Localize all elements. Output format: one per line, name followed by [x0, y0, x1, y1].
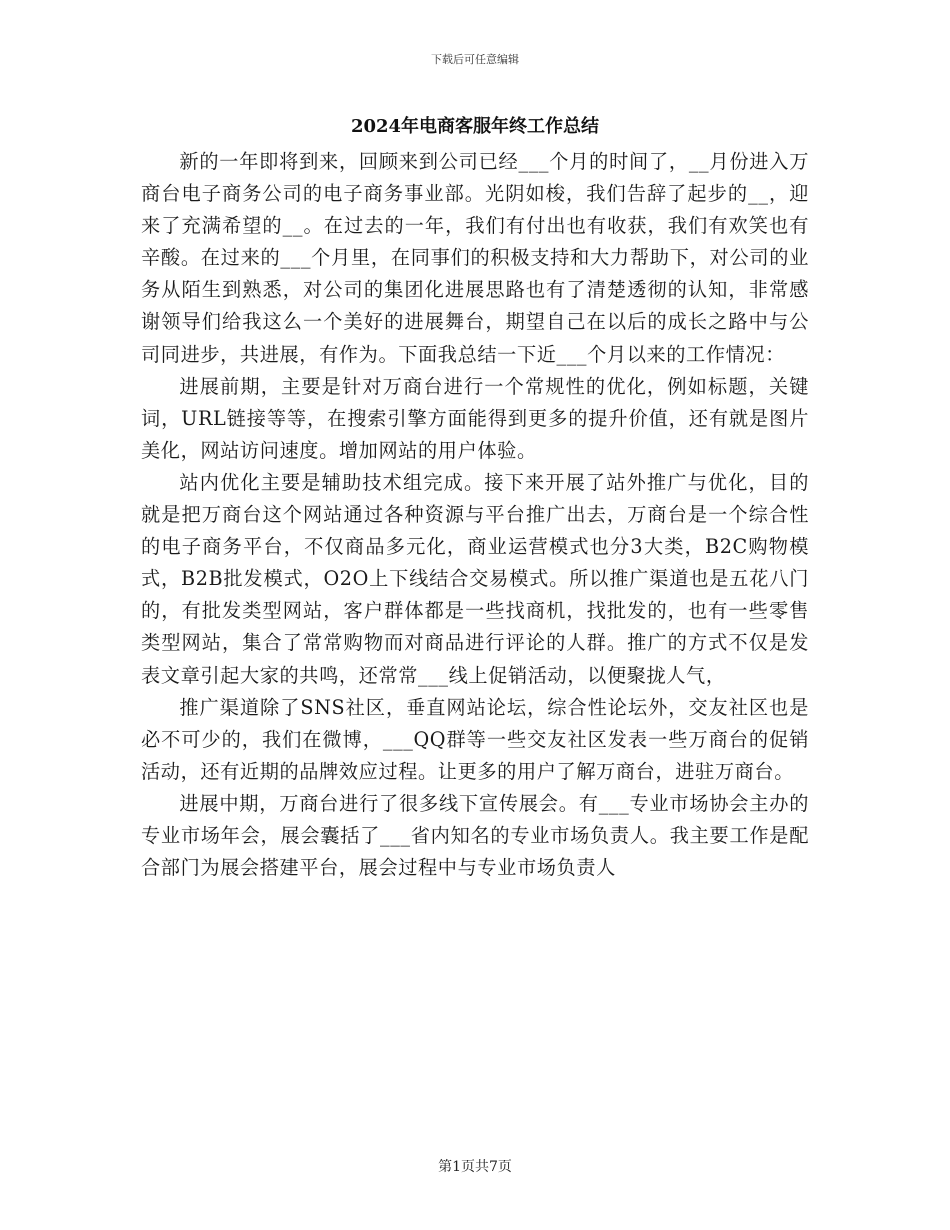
paragraph: 新的一年即将到来，回顾来到公司已经___个月的时间了，__月份进入万商台电子商务公司的电子商务事业部。光阴如梭，我们告辞了起步的__，迎来了充满希望的__。在过去的一年，我们有付出也有收获，我们有欢笑也有辛酸。在过来的___个月里，在同事们的积极支持和大力帮助下，对公司的业务从陌生到熟悉，对公司的集团化进展思路也有了清楚透彻的认知，非常感谢领导们给我这么一个美好的进展舞台，期望自己在以后的成长之路中与公司同进步，共进展，有作为。下面我总结一下近___个月以来的工作情况：	[141, 150, 809, 366]
document-title: 2024年电商客服年终工作总结	[350, 116, 600, 137]
paragraph: 推广渠道除了SNS社区，垂直网站论坛，综合性论坛外，交友社区也是必不可少的，我们在微博，___QQ群等一些交友社区发表一些万商台的促销活动，还有近期的品牌效应过程。让更多的用户了解万商台，进驻万商台。	[141, 695, 809, 783]
paragraph: 进展前期，主要是针对万商台进行一个常规性的优化，例如标题，关键词，URL链接等等，在搜索引擎方面能得到更多的提升价值，还有就是图片美化，网站访问速度。增加网站的用户体验。	[141, 374, 809, 462]
document-body	[141, 146, 809, 884]
page-header-note: 下载后可任意编辑	[431, 53, 519, 66]
page-number: 第1页共7页	[438, 1159, 512, 1175]
paragraph: 站内优化主要是辅助技术组完成。接下来开展了站外推广与优化，目的就是把万商台这个网站通过各种资源与平台推广出去，万商台是一个综合性的电子商务平台，不仅商品多元化，商业运营模式也分3大类，B2C购物模式，B2B批发模式，O2O上下线结合交易模式。所以推广渠道也是五花八门的，有批发类型网站，客户群体都是一些找商机，找批发的，也有一些零售类型网站，集合了常常购物而对商品进行评论的人群。推广的方式不仅是发表文章引起大家的共鸣，还常常___线上促销活动，以便聚拢人气，	[141, 470, 809, 687]
paragraph: 进展中期，万商台进行了很多线下宣传展会。有___专业市场协会主办的专业市场年会，展会囊括了___省内知名的专业市场负责人。我主要工作是配合部门为展会搭建平台，展会过程中与专业市场负责人	[141, 791, 809, 880]
